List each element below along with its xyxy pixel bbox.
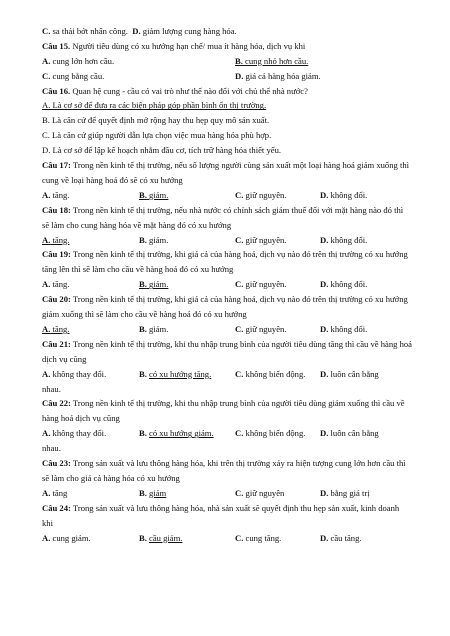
option-b-correct: giảm.: [149, 279, 169, 290]
question-text: Trong sản xuất và lưu thông hàng hóa, khi trên thị trường xảy ra hiện tượng cung lớn hơn cầu thì sẽ làm cho giá cả hàng hóa có xu hướng: [42, 458, 406, 483]
question-23: [42, 456, 412, 486]
option-c: giữ nguyên.: [245, 234, 287, 245]
option-b-correct: cầu giảm.: [149, 532, 183, 543]
option-a-correct: tăng.: [52, 234, 70, 245]
option-row: A. tăng. B. giảm. C. giữ nguyên. D. không đổi.: [42, 279, 368, 290]
question-17: [42, 158, 412, 188]
option-d: bằng giá trị: [330, 487, 370, 498]
option-d: không đổi.: [330, 279, 368, 290]
option-c: giữ nguyên: [245, 487, 285, 498]
option-d: không đổi.: [330, 234, 368, 245]
question-18: [42, 203, 412, 233]
question-label: Câu 24:: [42, 502, 71, 513]
option-letter: D.: [132, 26, 141, 36]
option-row: A. tăng B. giảm C. giữ nguyên D. bằng giá trị: [42, 487, 370, 498]
option-d: luôn cân bằng: [330, 368, 379, 379]
option-a: cung lớn hơn cầu.: [52, 55, 115, 66]
question-20: [42, 292, 412, 322]
option-a: tăng.: [52, 189, 70, 200]
option-c: giữ nguyên.: [245, 279, 287, 290]
option-row: C. cung bằng cầu. D. giá cả hàng hóa giảm.: [42, 70, 321, 81]
question-16: [42, 84, 412, 99]
option-c: C. Là căn cứ giúp người dẫn lựa chọn việc mua hàng hóa phù hợp.: [42, 130, 272, 141]
option-d: không đổi.: [330, 323, 368, 334]
option-d: D. Là cơ sở để lập kế hoạch nhằm đầu cơ, tích trữ hàng hóa thiết yếu.: [42, 145, 282, 156]
question-label: Câu 22:: [42, 398, 71, 409]
question-label: Câu 23:: [42, 458, 71, 469]
question-15: [42, 39, 412, 54]
question-21: [42, 337, 412, 367]
option-text: giảm lượng cung hàng hóa.: [142, 26, 237, 36]
option-row: A. không thay đổi. B. có xu hướng tăng. C. không biến động. D. luôn cân bằng: [42, 368, 379, 379]
option-a: tăng: [52, 487, 68, 498]
option-b: giảm.: [149, 234, 169, 245]
question-24: [42, 501, 412, 531]
option-continuation: nhau.: [42, 383, 61, 394]
question-text: Trong nền kinh tế thị trường, khi giá cả của hàng hoá, dịch vụ nào đó trên thị trường có xu hướng giảm xuống thì sẽ làm cho cầu về hàng hoá đó có xu hướng: [42, 294, 408, 320]
question-label: Câu 19:: [42, 249, 71, 260]
option-d: không đổi.: [330, 189, 368, 200]
question-label: Câu 20:: [42, 294, 71, 305]
question-22: [42, 396, 412, 426]
option-b-correct: cung nhỏ hơn cầu.: [245, 55, 309, 66]
option-c: không biến động.: [245, 368, 306, 379]
option-row: A. tăng. B. giảm. C. giữ nguyên. D. không đổi.: [42, 189, 368, 200]
question-label: Câu 21:: [42, 338, 71, 349]
option-text: sa thải bớt nhân công.: [52, 26, 128, 36]
option-d: luôn cân bằng: [330, 428, 379, 439]
question-label: Câu 15.: [42, 40, 71, 51]
option-continuation: nhau.: [42, 443, 61, 454]
question-19: [42, 247, 412, 277]
question-text: Người tiêu dùng có xu hướng hạn chế/ mua ít hàng hóa, dịch vụ khi: [72, 40, 306, 51]
question-text: Trong nền kinh tế thị trường, khi giá cả của hàng hoá, dịch vụ nào đó trên thị trường có xu hướng tăng lên thì sẽ làm cho cầu về hàng hoá đó có xu hướng: [42, 249, 408, 275]
question-label: Câu 18:: [42, 204, 71, 215]
option-a-correct: tăng.: [52, 323, 70, 334]
question-text: Trong nền kinh tế thị trường, nếu số lượng người cùng sản xuất một loại hàng hoá giảm xuống thì cung về loại hàng hoá đó sẽ có xu hướng: [42, 160, 410, 185]
option-row: A. tăng. B. giảm. C. giữ nguyên. D. không đổi.: [42, 234, 368, 245]
question-text: Trong nền kinh tế thị trường, nếu nhà nước có chính sách giảm thuế đối với mặt hàng nào đó thì sẽ làm cho cung hàng hóa về mặt hàng đó có xu hướng: [42, 204, 404, 230]
option-c: cung bằng cầu.: [52, 70, 105, 81]
option-d: giá cả hàng hóa giảm.: [245, 70, 321, 81]
question-text: Trong nền kinh tế thị trường, khi thu nhập trung bình của người tiêu dùng tăng thì cầu về hàng hoá dịch vụ cũng: [42, 338, 412, 364]
option-b: B. Là căn cứ để quyết định mở rộng hay thu hẹp quy mô sản xuất.: [42, 115, 270, 126]
option-a: không thay đổi.: [52, 368, 107, 379]
option-row: A. tăng. B. giảm. C. giữ nguyên. D. không đổi.: [42, 323, 368, 334]
question-text: Quan hệ cung - cầu có vai trò như thế nào đối với chủ thể nhà nước?: [72, 85, 308, 96]
option-c: giữ nguyên.: [245, 323, 287, 334]
option-b-correct: có xu hướng giảm.: [149, 428, 214, 439]
option-a: cung giảm.: [52, 532, 91, 543]
option-row: A. cung giảm. B. cầu giảm. C. cung tăng. D. cầu tăng.: [42, 532, 362, 543]
question-label: Câu 17:: [42, 160, 71, 171]
option-row: A. không thay đổi. B. có xu hướng giảm. C. không biến động. D. luôn cân bằng: [42, 428, 379, 439]
option-row: A. cung lớn hơn cầu. B. cung nhỏ hơn cầu.: [42, 55, 309, 66]
option-b: giảm.: [149, 323, 169, 334]
option-c: giữ nguyên.: [245, 189, 287, 200]
option-letter: C.: [42, 26, 51, 36]
option-c: cung tăng.: [245, 532, 282, 543]
option-c: không biến động.: [245, 428, 306, 439]
option-a: tăng.: [52, 279, 70, 290]
option-line: [42, 24, 412, 39]
option-b-correct: giảm: [149, 487, 167, 498]
question-text: Trong nền kinh tế thị trường, khi thu nhập trung bình của người tiêu dùng giảm xuống thì cầu về hàng hoá dịch vụ cũng: [42, 398, 405, 424]
question-label: Câu 16.: [42, 85, 71, 96]
option-d: cầu tăng.: [330, 532, 362, 543]
document-page: [42, 24, 412, 545]
option-a-correct: A. Là cơ sở để đưa ra các biện pháp góp phần bình ổn thị trường.: [42, 100, 267, 111]
question-text: Trong sản xuất và lưu thông hàng hóa, nhà sản xuất sẽ quyết định thu hẹp sản xuất, kinh doanh khi: [42, 502, 400, 528]
option-b-correct: có xu hướng tăng.: [149, 368, 212, 379]
option-a: không thay đổi.: [52, 428, 107, 439]
option-b-correct: giảm.: [149, 189, 169, 200]
